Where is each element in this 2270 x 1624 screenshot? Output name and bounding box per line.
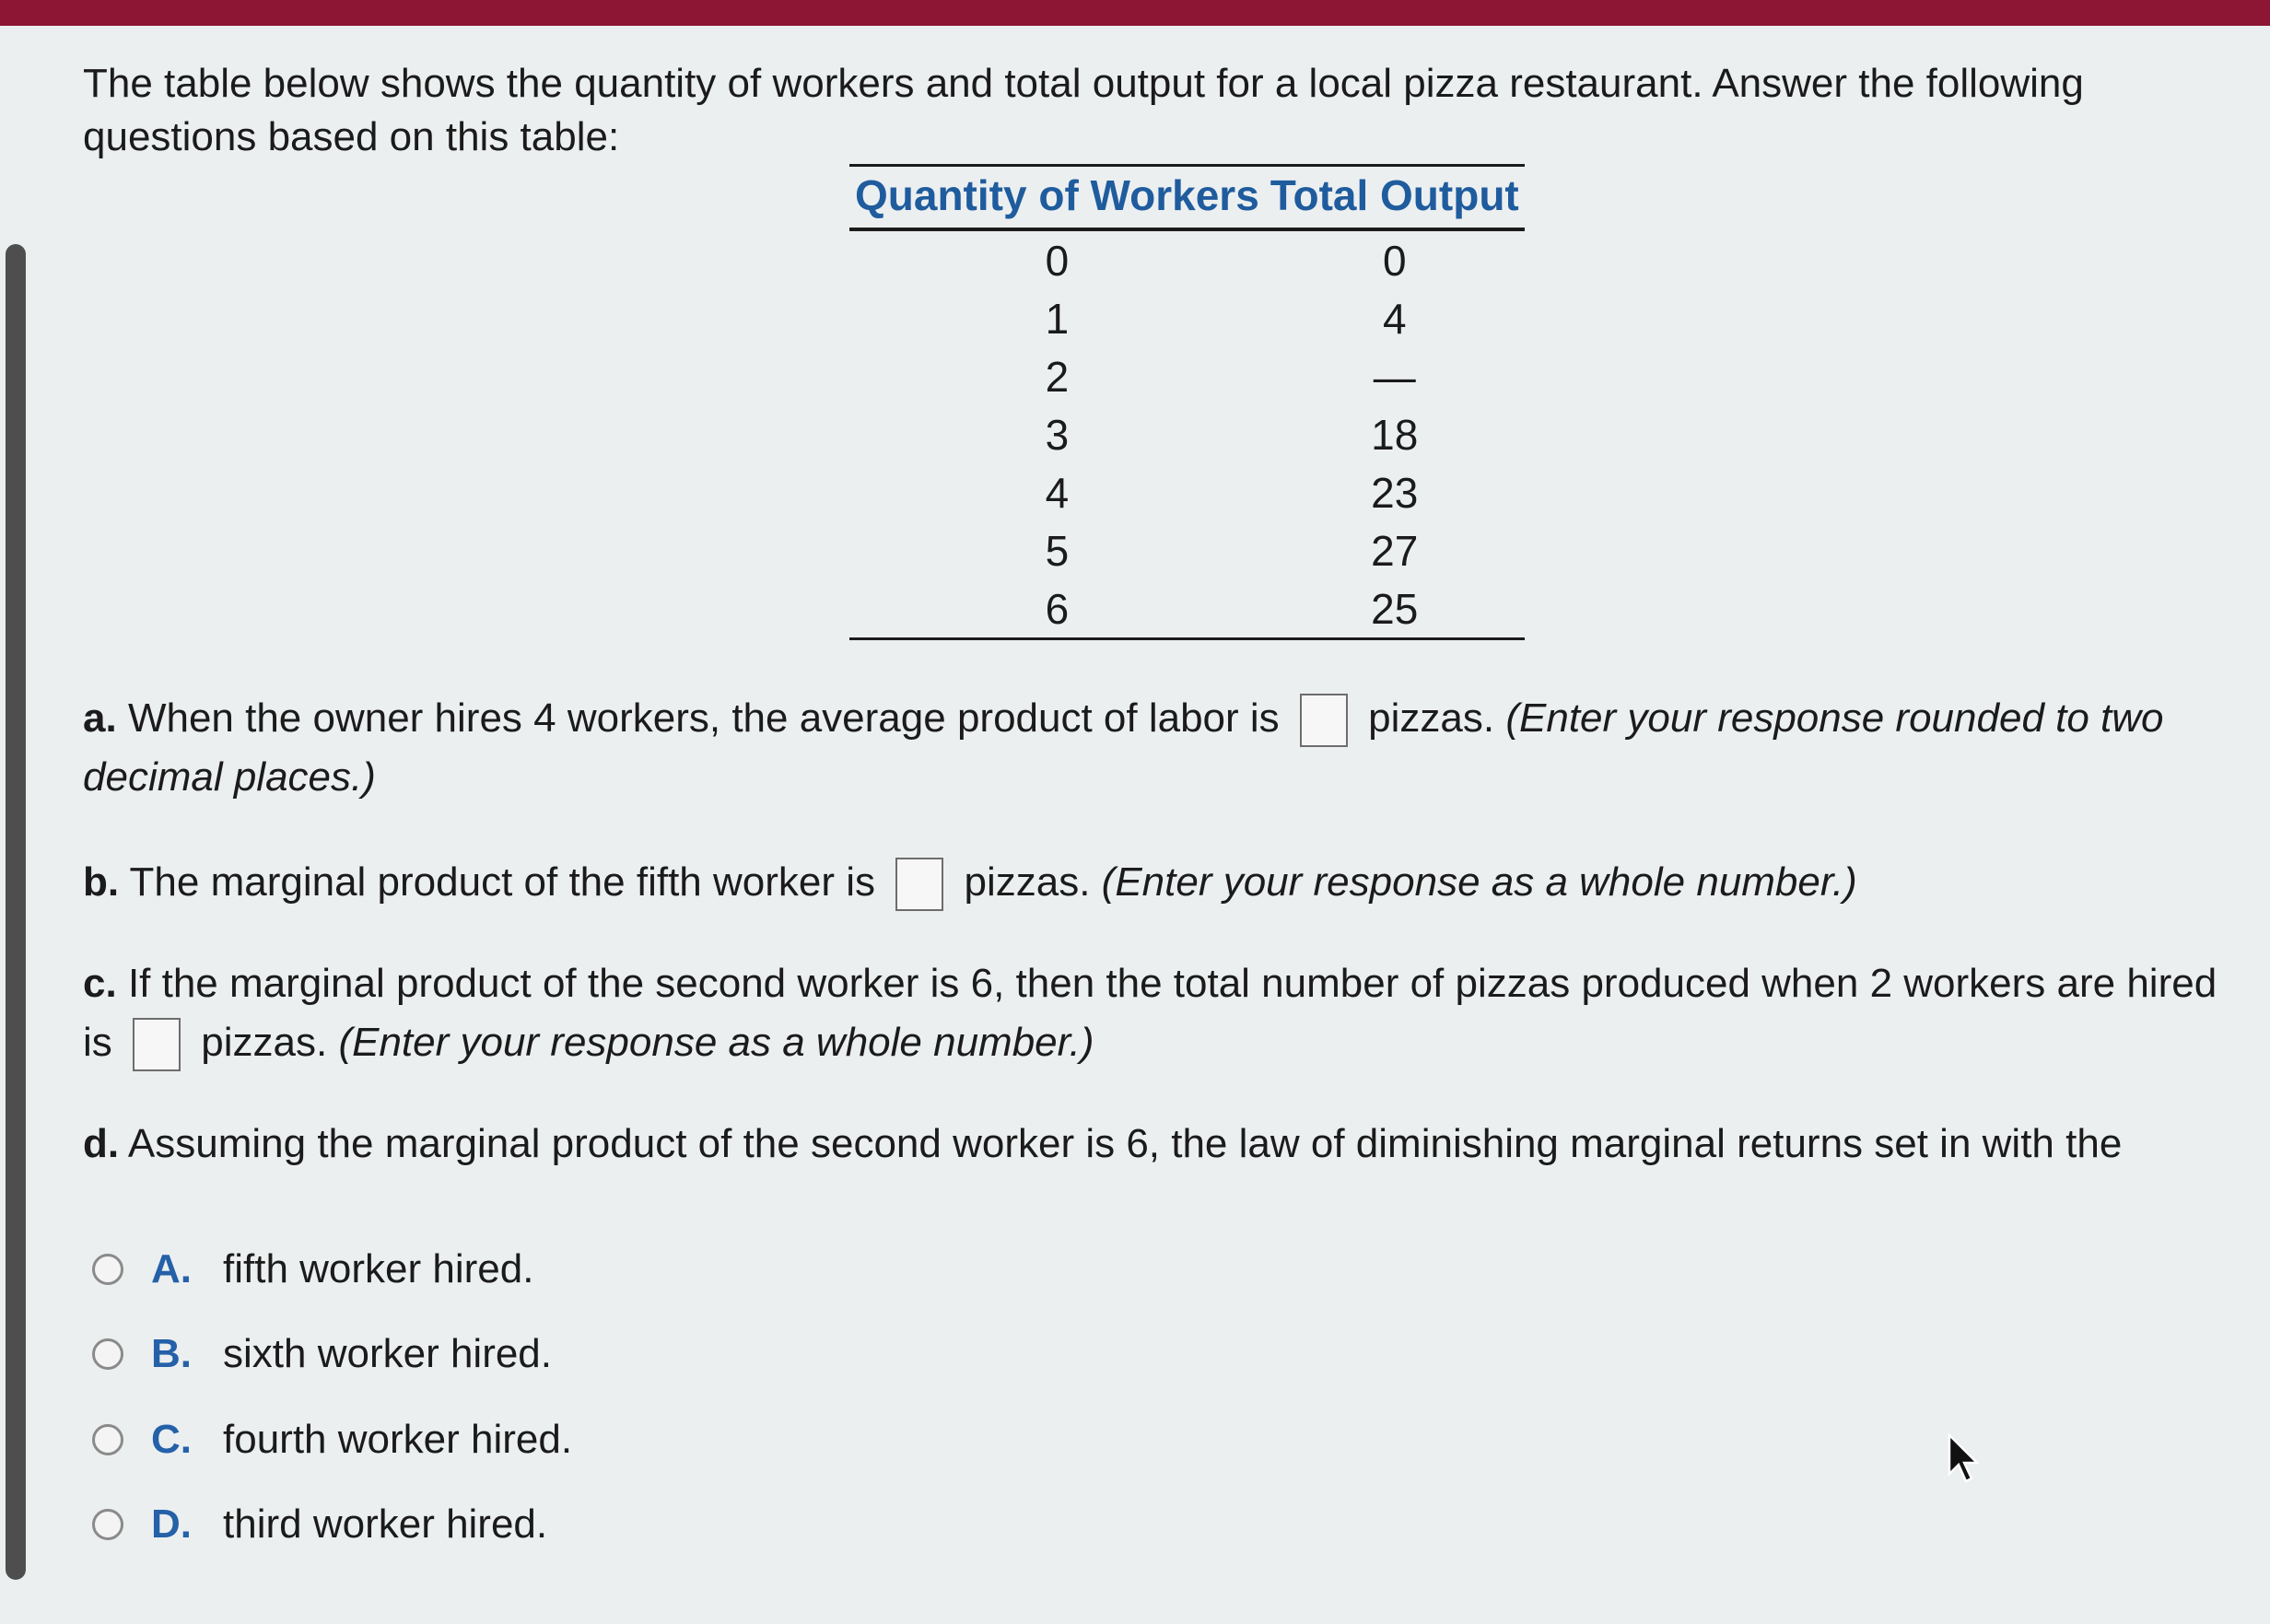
option-text: fourth worker hired.: [223, 1417, 573, 1462]
question-b-hint: (Enter your response as a whole number.): [1101, 859, 1857, 905]
question-b: [83, 853, 2257, 912]
answer-input-b[interactable]: [895, 858, 943, 911]
output-cell: 18: [1371, 410, 1419, 459]
question-d-text: Assuming the marginal product of the second worker is 6, the law of diminishing marginal returns set in with the: [127, 1121, 2123, 1166]
workers-cell: 0: [1045, 236, 1070, 285]
table-row: [849, 579, 1525, 639]
question-b-text: The marginal product of the fifth worker is: [129, 859, 876, 905]
question-d-letter: d.: [83, 1121, 120, 1166]
table-row: [849, 463, 1525, 521]
output-cell: 27: [1371, 526, 1419, 575]
mouse-cursor-icon: [1946, 1433, 1983, 1485]
question-a-unit: pizzas.: [1368, 695, 1495, 741]
workers-cell: 1: [1045, 294, 1070, 343]
workers-cell: 6: [849, 579, 1265, 639]
table-row: [849, 289, 1525, 347]
option-letter: A.: [151, 1246, 192, 1291]
radio-button[interactable]: [92, 1254, 123, 1285]
question-b-unit: pizzas.: [964, 859, 1091, 905]
output-cell: 4: [1382, 294, 1407, 343]
option-b[interactable]: [92, 1326, 552, 1382]
option-letter: D.: [151, 1501, 192, 1547]
question-c-hint: (Enter your response as a whole number.): [338, 1020, 1094, 1065]
workers-output-table: [849, 164, 1525, 640]
table-row: [849, 347, 1525, 405]
answer-input-a[interactable]: [1300, 694, 1348, 747]
question-c-text: If the marginal product of the second worker is 6, then the total number of pizzas produced when 2 workers are hired is: [83, 961, 2217, 1065]
question-c: [83, 954, 2257, 1072]
radio-button[interactable]: [92, 1338, 123, 1370]
output-cell: —: [1373, 352, 1416, 401]
question-c-letter: c.: [83, 961, 117, 1006]
output-cell: 25: [1265, 579, 1525, 639]
header-quantity-of-workers: Quantity of Workers: [849, 166, 1265, 230]
option-letter: B.: [151, 1331, 192, 1376]
option-c[interactable]: [92, 1412, 572, 1467]
option-letter: C.: [151, 1417, 192, 1462]
output-cell: 23: [1371, 468, 1419, 517]
option-a[interactable]: [92, 1242, 533, 1297]
table-row: [849, 229, 1525, 289]
radio-button[interactable]: [92, 1424, 123, 1455]
question-a-hint: (Enter your response rounded to two decimal places.): [83, 695, 2164, 800]
question-b-letter: b.: [83, 859, 120, 905]
question-a-letter: a.: [83, 695, 117, 741]
option-text: third worker hired.: [223, 1501, 548, 1547]
radio-button[interactable]: [92, 1509, 123, 1540]
table-row: [849, 405, 1525, 463]
question-d: [83, 1115, 2257, 1174]
question-a-text: When the owner hires 4 workers, the average product of labor is: [127, 695, 1280, 741]
option-text: sixth worker hired.: [223, 1331, 553, 1376]
question-a: [83, 689, 2257, 807]
option-text: fifth worker hired.: [223, 1246, 534, 1291]
workers-cell: 4: [1045, 468, 1070, 517]
output-cell: 0: [1382, 236, 1407, 285]
workers-cell: 2: [1045, 352, 1070, 401]
option-d[interactable]: [92, 1497, 547, 1552]
workers-cell: 5: [1045, 526, 1070, 575]
table-row: [849, 521, 1525, 579]
header-total-output: Total Output: [1265, 166, 1525, 230]
intro-text: The table below shows the quantity of workers and total output for a local pizza restaurant. Answer the following questions based on this table:: [83, 61, 2084, 159]
question-c-unit: pizzas.: [201, 1020, 328, 1065]
workers-cell: 3: [1045, 410, 1070, 459]
answer-input-c[interactable]: [133, 1018, 181, 1071]
